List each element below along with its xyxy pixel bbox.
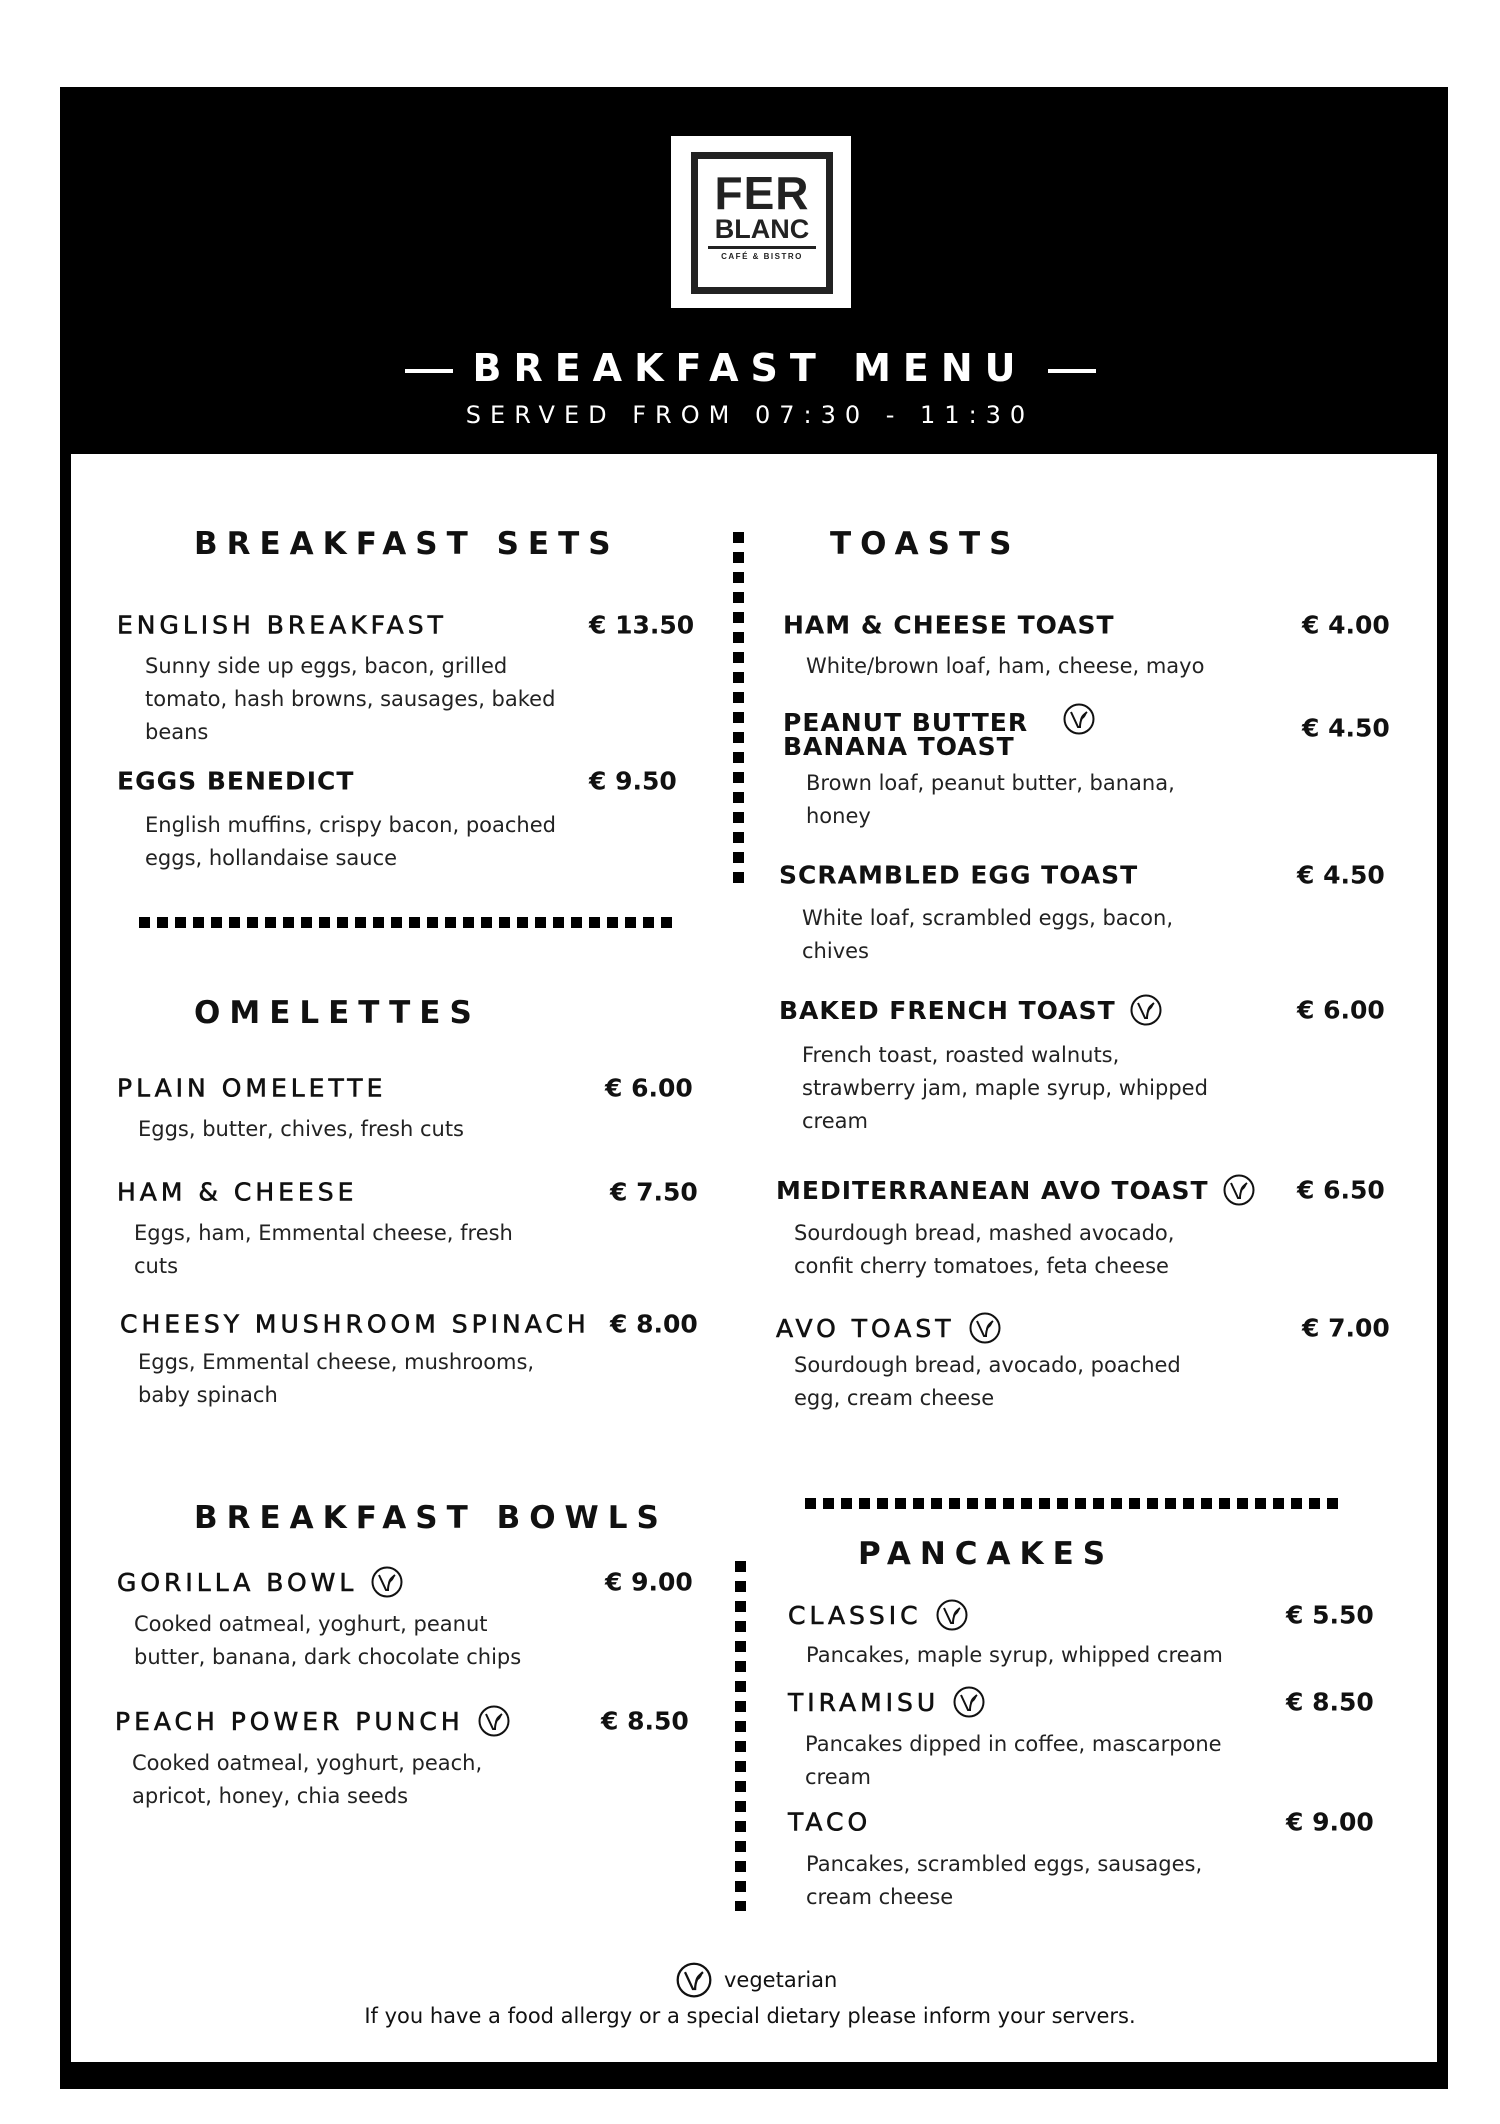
menu-item-name <box>788 1599 968 1631</box>
menu-item-name <box>783 708 1095 761</box>
menu-item-name <box>117 1074 386 1103</box>
menu-item-name-text: PEACH POWER PUNCH <box>115 1706 464 1736</box>
menu-item-description: Pancakes dipped in coffee, mascarpone cream <box>805 1732 1222 1789</box>
section-heading: TOASTS <box>830 526 1021 562</box>
vegetarian-icon <box>969 1312 1001 1344</box>
menu-item-price: € 7.00 <box>1302 1313 1390 1343</box>
menu-item-name <box>117 611 447 640</box>
menu-item-name-text: TACO <box>788 1807 872 1837</box>
menu-item-name-text: SCRAMBLED EGG TOAST <box>779 860 1139 890</box>
menu-item-description: White loaf, scrambled eggs, bacon, chives <box>802 906 1174 963</box>
menu-item-description: Pancakes, scrambled eggs, sausages, cream cheese <box>806 1852 1203 1909</box>
menu-item-description: Cooked oatmeal, yoghurt, peach, apricot, honey, chia seeds <box>132 1751 483 1808</box>
menu-item-name-text: HAM & CHEESE <box>117 1177 358 1207</box>
menu-item-description: English muffins, crispy bacon, poached eggs, hollandaise sauce <box>145 813 556 870</box>
menu-item-name <box>117 767 354 796</box>
menu-item-description: Brown loaf, peanut butter, banana, honey <box>806 771 1175 828</box>
menu-item-price: € 9.00 <box>605 1567 693 1597</box>
menu-item-price: € 4.50 <box>1297 860 1385 890</box>
menu-item-price: € 8.50 <box>1286 1687 1374 1717</box>
dotted-divider <box>139 917 679 928</box>
menu-item-name-text: CLASSIC <box>788 1600 922 1630</box>
logo-text: BLANC <box>714 214 810 244</box>
menu-item-name <box>788 1808 871 1837</box>
menu-item-price: € 4.50 <box>1302 713 1390 743</box>
menu-subtitle: SERVED FROM 07:30 - 11:30 <box>465 401 1035 429</box>
menu-item-name <box>776 1312 1001 1344</box>
menu-item-description: Eggs, ham, Emmental cheese, fresh cuts <box>134 1221 513 1278</box>
menu-item-name-text: AVO TOAST <box>776 1313 955 1343</box>
menu-item-name-text: TIRAMISU <box>788 1687 940 1717</box>
menu-item-price: € 4.00 <box>1302 610 1390 640</box>
menu-item-price: € 7.50 <box>610 1177 698 1207</box>
vegetarian-icon <box>936 1599 968 1631</box>
allergy-note: If you have a food allergy or a special dietary please inform your servers. <box>364 2004 1136 2028</box>
menu-item-price: € 9.50 <box>589 766 677 796</box>
menu-item-description: Sourdough bread, mashed avocado, confit cherry tomatoes, feta cheese <box>794 1221 1175 1278</box>
vegetarian-icon <box>1223 1174 1255 1206</box>
menu-item-name <box>779 861 1138 890</box>
vegetarian-icon <box>371 1566 403 1598</box>
menu-item-name <box>779 994 1162 1026</box>
dotted-divider <box>733 532 744 886</box>
menu-item-description: Sourdough bread, avocado, poached egg, cream cheese <box>794 1353 1181 1410</box>
dotted-divider <box>735 1561 746 1911</box>
legend-label: vegetarian <box>724 1968 838 1992</box>
menu-item-name-text: BAKED FRENCH TOAST <box>779 995 1116 1025</box>
menu-item-price: € 9.00 <box>1286 1807 1374 1837</box>
menu-item-description: Pancakes, maple syrup, whipped cream <box>806 1643 1223 1667</box>
menu-title-text: BREAKFAST MENU <box>472 346 1028 390</box>
menu-item-price: € 6.50 <box>1297 1175 1385 1205</box>
menu-item-name-text: PLAIN OMELETTE <box>117 1073 387 1103</box>
menu-item-price: € 5.50 <box>1286 1600 1374 1630</box>
menu-item-name-text: GORILLA BOWL <box>117 1567 358 1597</box>
menu-item-description: Eggs, Emmental cheese, mushrooms, baby spinach <box>138 1350 535 1407</box>
menu-item-name <box>783 611 1115 640</box>
menu-item-price: € 6.00 <box>1297 995 1385 1025</box>
logo-text: FER <box>714 167 810 219</box>
title-dash <box>1048 369 1096 373</box>
menu-item-description: White/brown loaf, ham, cheese, mayo <box>806 654 1205 678</box>
menu-item-price: € 8.00 <box>610 1309 698 1339</box>
vegetarian-icon <box>478 1705 510 1737</box>
menu-item-name <box>117 1178 357 1207</box>
vegetarian-icon <box>953 1686 985 1718</box>
logo <box>671 136 851 308</box>
menu-item-description: French toast, roasted walnuts, strawberry jam, maple syrup, whipped cream <box>802 1043 1208 1133</box>
menu-item-name-text: PEANUT BUTTER BANANA TOAST <box>783 708 1029 761</box>
section-heading: BREAKFAST SETS <box>194 526 620 562</box>
menu-item-name <box>120 1310 590 1339</box>
menu-item-name <box>776 1174 1255 1206</box>
menu-item-name-text: CHEESY MUSHROOM SPINACH <box>120 1309 590 1339</box>
section-heading: OMELETTES <box>194 995 481 1031</box>
menu-item-price: € 8.50 <box>601 1706 689 1736</box>
menu-item-name <box>115 1705 510 1737</box>
menu-item-name-text: MEDITERRANEAN AVO TOAST <box>776 1175 1209 1205</box>
vegetarian-legend <box>676 1962 837 1998</box>
menu-item-name-text: EGGS BENEDICT <box>117 766 355 796</box>
logo-rule <box>708 246 816 249</box>
menu-item-name-text: HAM & CHEESE TOAST <box>783 610 1115 640</box>
vegetarian-icon <box>1130 994 1162 1026</box>
section-heading: PANCAKES <box>858 1536 1115 1572</box>
menu-item-description: Cooked oatmeal, yoghurt, peanut butter, banana, dark chocolate chips <box>134 1612 522 1669</box>
menu-item-price: € 6.00 <box>605 1073 693 1103</box>
menu-item-description: Eggs, butter, chives, fresh cuts <box>138 1117 465 1141</box>
title-dash <box>405 369 453 373</box>
menu-item-name <box>788 1686 985 1718</box>
logo-tagline: CAFÉ & BISTRO <box>721 252 803 261</box>
menu-item-name <box>117 1566 403 1598</box>
menu-item-description: Sunny side up eggs, bacon, grilled tomato, hash browns, sausages, baked beans <box>145 654 556 744</box>
menu-item-price: € 13.50 <box>589 610 695 640</box>
vegetarian-icon <box>676 1962 712 1998</box>
section-heading: BREAKFAST BOWLS <box>194 1500 668 1536</box>
menu-item-name-text: ENGLISH BREAKFAST <box>117 610 447 640</box>
vegetarian-icon <box>1063 703 1095 735</box>
menu-title <box>0 346 1500 390</box>
dotted-divider <box>805 1498 1345 1509</box>
